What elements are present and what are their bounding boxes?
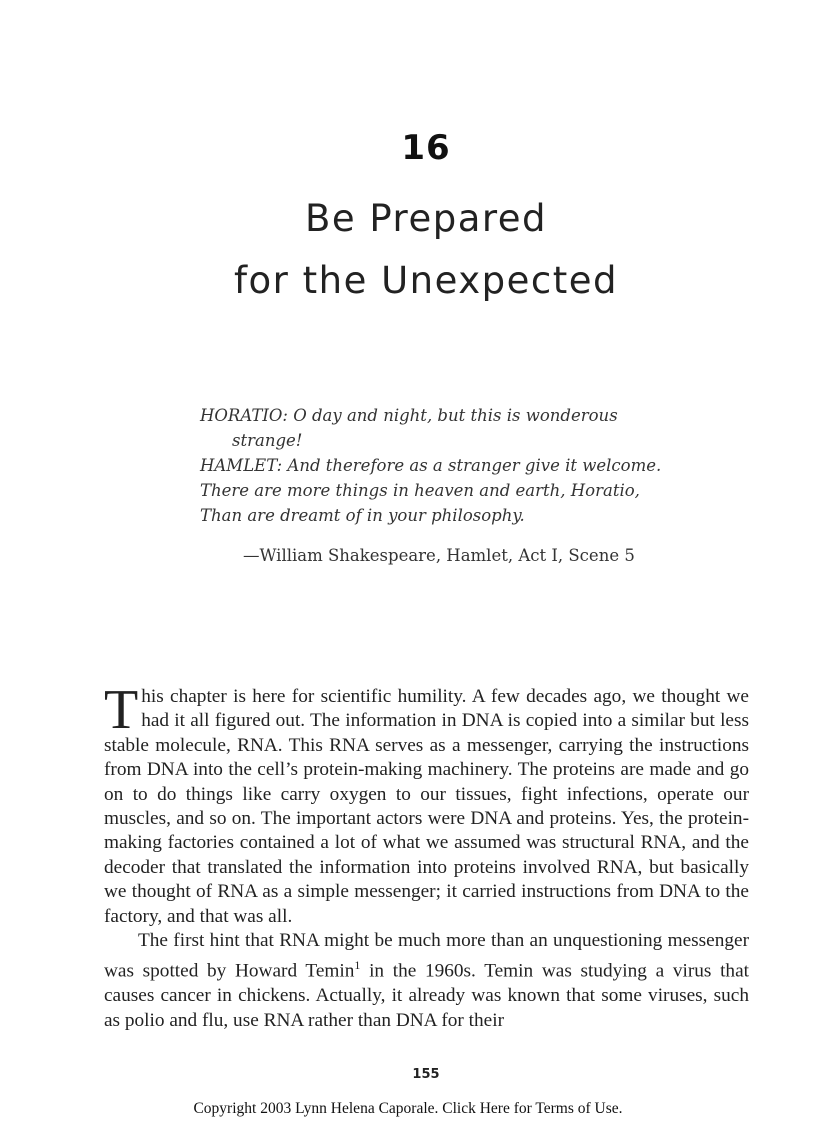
epigraph-line: There are more things in heaven and earth, Horatio, [200, 481, 640, 500]
epigraph [200, 403, 720, 528]
drop-cap: T [104, 679, 139, 741]
footnote-marker[interactable]: 1 [354, 958, 361, 973]
epigraph-line: HAMLET: And therefore as a stranger give it welcome. [200, 456, 662, 475]
paragraph [104, 929, 749, 1033]
body-text [104, 679, 749, 1033]
epigraph-line: strange! [232, 431, 303, 450]
epigraph-attribution: —William Shakespeare, Hamlet, Act I, Scene 5 [243, 546, 635, 565]
chapter-title-line-1: Be Prepared [304, 197, 548, 240]
chapter-number: 16 [401, 128, 451, 168]
paragraph-text: his chapter is here for scientific humility. A few decades ago, we thought we had it all figured out. The information in DNA is copied into a similar but less stable molecule, RNA. This RNA serves as a messenger, carrying the instructions from DNA into the cell’s protein-making machinery. The proteins are made and go on to do things like carry oxygen to our tissues, fight infections, operate our muscles, and so on. The important actors were DNA and proteins. Yes, the protein-making factories contained a lot of what we assumed was structural RNA, and the decoder that translated the information into proteins involved RNA, but basically we thought of RNA as a simple messenger; it carried instructions from DNA to the factory, and that was all. [104, 686, 749, 927]
epigraph-line: Than are dreamt of in your philosophy. [200, 506, 525, 525]
chapter-title [0, 188, 816, 312]
epigraph-line: HORATIO: O day and night, but this is wonderous [200, 406, 618, 425]
paragraph-text: in the 1960s. Temin was studying a virus that causes cancer in chickens. Actually, it already was known that some viruses, such as polio and flu, use RNA rather than DNA for their [104, 960, 749, 1031]
page-number: 155 [412, 1067, 440, 1082]
copyright-link[interactable]: Copyright 2003 Lynn Helena Caporale. Click Here for Terms of Use. [193, 1100, 623, 1117]
paragraph-text: The first hint that RNA might be much more than an unquestioning messenger was spotted by Howard Temin [104, 930, 749, 982]
chapter-title-line-2: for the Unexpected [233, 259, 618, 302]
paragraph [104, 679, 749, 929]
